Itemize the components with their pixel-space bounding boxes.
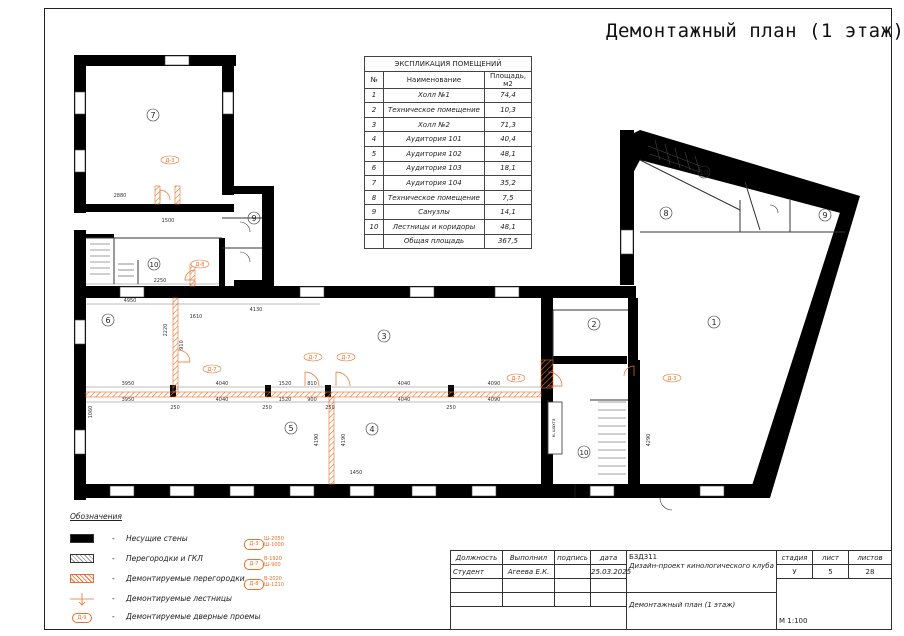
room-8-number: 8 xyxy=(663,209,669,218)
room-6-number: 6 xyxy=(105,316,111,325)
stamp-person: Агеева Е.К. xyxy=(503,565,555,579)
stamp-sheet-name: Демонтажный план (1 этаж) xyxy=(627,593,777,630)
door-tag: Д-8 В-2020 Ш-1210 xyxy=(244,576,304,592)
stamp-header: стадия xyxy=(777,551,813,565)
door-mark: Д-7 xyxy=(511,376,521,382)
table-row: 9 Санузлы 14,1 xyxy=(365,205,532,220)
dimension-label: 3950 xyxy=(121,381,135,387)
table-row: 7 Аудитория 104 35,2 xyxy=(365,176,532,191)
stamp-header: подпись xyxy=(555,551,591,565)
dimension-label: 4040 xyxy=(215,381,229,387)
door-tag: Д-7 В-1920 Ш-900 xyxy=(244,556,304,572)
table-row: 2 Техническое помещение 10,3 xyxy=(365,103,532,118)
elevator-label: м. шахта xyxy=(551,418,556,438)
stamp-header: лист xyxy=(813,551,849,565)
dimension-label: 2880 xyxy=(113,193,127,199)
door-mark: Д-3 xyxy=(667,376,677,382)
table-header: № xyxy=(365,71,384,88)
dimension-label: 4190 xyxy=(341,433,347,447)
room-9-number: 9 xyxy=(251,214,257,223)
dimension-label: 3950 xyxy=(121,397,135,403)
room-4-number: 4 xyxy=(369,425,375,434)
dimension-label: 4950 xyxy=(123,298,137,304)
table-row: 3 Холл №2 71,3 xyxy=(365,117,532,132)
door-mark: Д-7 xyxy=(308,355,318,361)
dimension-label: 2250 xyxy=(153,278,167,284)
explication-table xyxy=(364,56,532,249)
room-1-number: 1 xyxy=(711,318,717,327)
table-header: Площадь, м2 xyxy=(485,71,532,88)
stamp-project: БЗД311 Дизайн-проект кинологического клуба xyxy=(627,551,777,593)
stamp-stage: У xyxy=(777,565,813,579)
stamp-sheets: 28 xyxy=(849,565,892,579)
door-mark: Д-7 xyxy=(207,367,217,373)
room-9-number: 9 xyxy=(822,211,828,220)
legend-item: - Демонтируемые перегородки xyxy=(70,574,260,586)
legend-item: Д-9 - Демонтируемые дверные проемы xyxy=(70,612,260,624)
stamp-header: листов xyxy=(849,551,892,565)
partition-swatch xyxy=(70,554,94,563)
dimension-label: 1450 xyxy=(349,470,363,476)
dimension-label: 1610 xyxy=(189,314,203,320)
dimension-label: 4090 xyxy=(487,397,501,403)
door-mark: Д-3 xyxy=(165,158,175,164)
dimension-label: 1500 xyxy=(161,218,175,224)
legend xyxy=(70,512,261,621)
stamp-sign-cell xyxy=(555,565,591,579)
explication-caption: ЭКСПЛИКАЦИЯ ПОМЕЩЕНИЙ xyxy=(365,57,532,72)
title-block xyxy=(450,550,892,630)
table-row: 6 Аудитория 103 18,1 xyxy=(365,161,532,176)
table-row: 4 Аудитория 101 40,4 xyxy=(365,132,532,147)
dimension-label: 250 xyxy=(170,405,180,411)
demolished-partition-swatch xyxy=(70,574,94,583)
dimension-label: 910 xyxy=(179,340,185,350)
legend-item: - Перегородки и ГКЛ xyxy=(70,554,260,566)
dimension-label: 250 xyxy=(325,405,335,411)
door-mark: Д-8 xyxy=(195,262,205,268)
stamp-header: Должность xyxy=(451,551,503,565)
room-10-number: 10 xyxy=(699,169,709,177)
stamp-role: Студент xyxy=(451,565,503,579)
door-mark: Д-7 xyxy=(341,355,351,361)
door-tag: Д-3 Ш-2050 Ш-1000 xyxy=(244,536,304,552)
dimension-label: 4040 xyxy=(215,397,229,403)
door-tags-legend xyxy=(244,536,304,596)
room-5-number: 5 xyxy=(288,424,294,433)
legend-item: - Несущие стены xyxy=(70,534,260,546)
stamp-header: дата xyxy=(591,551,627,565)
table-row: 10 Лестницы и коридоры 48,1 xyxy=(365,219,532,234)
table-row: 5 Аудитория 102 48,1 xyxy=(365,146,532,161)
door-tag-icon: Д-9 xyxy=(72,613,92,623)
room-10-number: 10 xyxy=(149,261,159,269)
room-2-number: 2 xyxy=(591,320,597,329)
legend-item: - Демонтируемые лестницы xyxy=(70,594,260,606)
dimension-label: 250 xyxy=(446,405,456,411)
dimension-label: 4190 xyxy=(314,433,320,447)
dimension-label: 4130 xyxy=(249,307,263,313)
dimension-label: 810 xyxy=(307,381,317,387)
dimension-label: 2220 xyxy=(163,323,169,337)
dimension-label: 4090 xyxy=(487,381,501,387)
bearing-wall-swatch xyxy=(70,534,94,543)
dimension-label: 250 xyxy=(262,405,272,411)
room-10-number: 10 xyxy=(579,449,589,457)
dimension-label: 1520 xyxy=(278,397,292,403)
table-total-row: Общая площадь 367,5 xyxy=(365,234,532,249)
dimension-label: 4040 xyxy=(397,381,411,387)
dimension-label: 4290 xyxy=(646,433,652,447)
legend-title: Обозначения xyxy=(70,512,122,521)
table-row: 1 Холл №1 74,4 xyxy=(365,88,532,103)
dimension-label: 1520 xyxy=(278,381,292,387)
stamp-date: 25.03.2025 xyxy=(591,565,627,579)
room-7-number: 7 xyxy=(150,111,156,120)
stamp-sheet: 5 xyxy=(813,565,849,579)
demolished-stairs-icon xyxy=(70,593,94,605)
table-row: 8 Техническое помещение 7,5 xyxy=(365,190,532,205)
stamp-header: Выполнил xyxy=(503,551,555,565)
dimension-label: 4040 xyxy=(397,397,411,403)
room-3-number: 3 xyxy=(381,332,387,341)
page-title: Демонтажный план (1 этаж) xyxy=(606,20,904,42)
dimension-label: 1060 xyxy=(88,405,94,419)
stamp-scale: М 1:100 xyxy=(777,579,892,630)
table-header: Наименование xyxy=(384,71,485,88)
dimension-label: 900 xyxy=(307,397,317,403)
